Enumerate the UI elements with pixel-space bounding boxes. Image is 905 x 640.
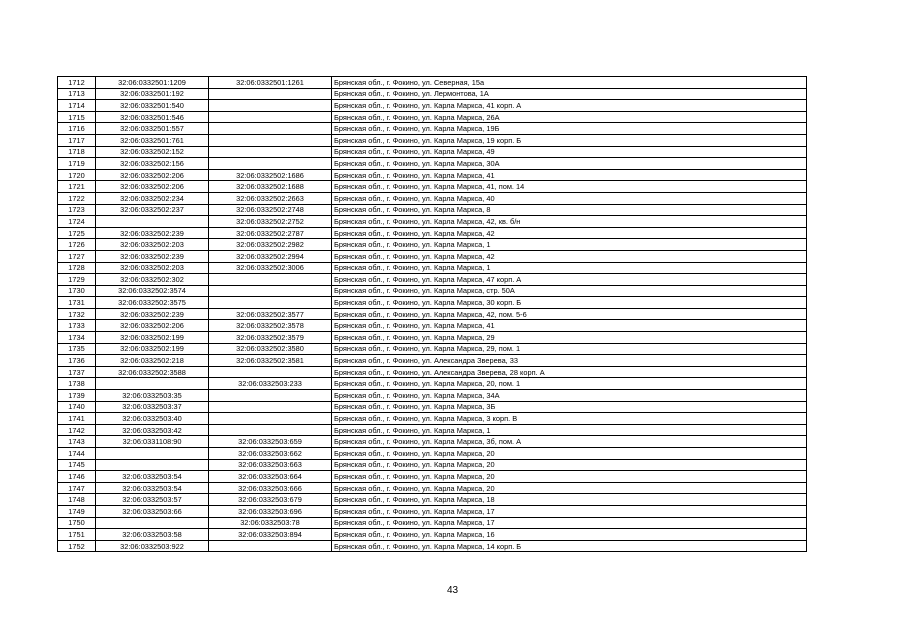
land-cadastral-number-cell: 32:06:0332502:203 [96,262,209,274]
row-number-cell: 1726 [58,239,96,251]
building-cadastral-number-cell: 32:06:0332503:894 [209,529,332,541]
property-registry-table [57,76,807,552]
building-cadastral-number-cell: 32:06:0332503:696 [209,505,332,517]
address-cell: Брянская обл., г. Фокино, ул. Северная, 15а [332,77,807,89]
row-number-cell: 1744 [58,448,96,460]
land-cadastral-number-cell: 32:06:0332502:156 [96,158,209,170]
row-number-cell: 1739 [58,390,96,402]
table-row [58,505,807,517]
building-cadastral-number-cell: 32:06:0332502:1686 [209,169,332,181]
building-cadastral-number-cell [209,413,332,425]
building-cadastral-number-cell: 32:06:0332502:3579 [209,332,332,344]
land-cadastral-number-cell [96,517,209,529]
address-cell: Брянская обл., г. Фокино, ул. Карла Маркса, 20, пом. 1 [332,378,807,390]
address-cell: Брянская обл., г. Фокино, ул. Карла Маркса, 3б, пом. А [332,436,807,448]
address-cell: Брянская обл., г. Фокино, ул. Карла Маркса, 17 [332,505,807,517]
table-row [58,529,807,541]
land-cadastral-number-cell: 32:06:0332502:239 [96,250,209,262]
row-number-cell: 1732 [58,308,96,320]
row-number-cell: 1724 [58,216,96,228]
table-row [58,517,807,529]
building-cadastral-number-cell: 32:06:0332503:662 [209,448,332,460]
table-row [58,308,807,320]
table-row [58,401,807,413]
land-cadastral-number-cell: 32:06:0332502:199 [96,332,209,344]
row-number-cell: 1716 [58,123,96,135]
row-number-cell: 1723 [58,204,96,216]
table-row [58,181,807,193]
land-cadastral-number-cell: 32:06:0332501:540 [96,100,209,112]
building-cadastral-number-cell [209,111,332,123]
table-row [58,355,807,367]
table-row [58,378,807,390]
table-row [58,134,807,146]
land-cadastral-number-cell: 32:06:0332502:203 [96,239,209,251]
building-cadastral-number-cell: 32:06:0332503:664 [209,471,332,483]
building-cadastral-number-cell [209,540,332,552]
row-number-cell: 1747 [58,482,96,494]
land-cadastral-number-cell: 32:06:0332502:152 [96,146,209,158]
building-cadastral-number-cell [209,297,332,309]
address-cell: Брянская обл., г. Фокино, ул. Карла Маркса, 47 корп. А [332,274,807,286]
address-cell: Брянская обл., г. Фокино, ул. Александра Зверева, 28 корп. А [332,366,807,378]
row-number-cell: 1737 [58,366,96,378]
building-cadastral-number-cell: 32:06:0332502:3581 [209,355,332,367]
building-cadastral-number-cell [209,134,332,146]
land-cadastral-number-cell [96,216,209,228]
land-cadastral-number-cell: 32:06:0332501:1209 [96,77,209,89]
table-row [58,204,807,216]
address-cell: Брянская обл., г. Фокино, ул. Карла Маркса, 18 [332,494,807,506]
building-cadastral-number-cell [209,285,332,297]
address-cell: Брянская обл., г. Фокино, ул. Карла Маркса, стр. 50А [332,285,807,297]
table-row [58,285,807,297]
table-row [58,424,807,436]
land-cadastral-number-cell: 32:06:0332503:35 [96,390,209,402]
row-number-cell: 1740 [58,401,96,413]
table-row [58,482,807,494]
building-cadastral-number-cell: 32:06:0332502:3577 [209,308,332,320]
table-row [58,390,807,402]
table-row [58,146,807,158]
row-number-cell: 1743 [58,436,96,448]
address-cell: Брянская обл., г. Фокино, ул. Карла Маркса, 49 [332,146,807,158]
row-number-cell: 1750 [58,517,96,529]
address-cell: Брянская обл., г. Фокино, ул. Карла Маркса, 14 корп. Б [332,540,807,552]
row-number-cell: 1733 [58,320,96,332]
land-cadastral-number-cell: 32:06:0332502:218 [96,355,209,367]
table-row [58,169,807,181]
address-cell: Брянская обл., г. Фокино, ул. Карла Маркса, 41 [332,169,807,181]
row-number-cell: 1729 [58,274,96,286]
building-cadastral-number-cell [209,158,332,170]
table-row [58,158,807,170]
land-cadastral-number-cell: 32:06:0332502:239 [96,308,209,320]
address-cell: Брянская обл., г. Фокино, ул. Карла Маркса, 30 корп. Б [332,297,807,309]
row-number-cell: 1734 [58,332,96,344]
address-cell: Брянская обл., г. Фокино, ул. Карла Маркса, 34А [332,390,807,402]
address-cell: Брянская обл., г. Фокино, ул. Александра Зверева, 33 [332,355,807,367]
land-cadastral-number-cell: 32:06:0332501:557 [96,123,209,135]
land-cadastral-number-cell: 32:06:0332502:239 [96,227,209,239]
registry-table-body [58,77,807,552]
row-number-cell: 1712 [58,77,96,89]
page-number: 43 [446,585,459,596]
address-cell: Брянская обл., г. Фокино, ул. Карла Маркса, 16 [332,529,807,541]
address-cell: Брянская обл., г. Фокино, ул. Карла Маркса, 41 корп. А [332,100,807,112]
land-cadastral-number-cell: 32:06:0332502:237 [96,204,209,216]
row-number-cell: 1751 [58,529,96,541]
building-cadastral-number-cell [209,390,332,402]
address-cell: Брянская обл., г. Фокино, ул. Карла Маркса, 42 [332,250,807,262]
address-cell: Брянская обл., г. Фокино, ул. Карла Маркса, 1 [332,239,807,251]
address-cell: Брянская обл., г. Фокино, ул. Карла Маркса, 42 [332,227,807,239]
table-row [58,100,807,112]
table-row [58,239,807,251]
land-cadastral-number-cell: 32:06:0332503:40 [96,413,209,425]
table-row [58,227,807,239]
table-row [58,471,807,483]
address-cell: Брянская обл., г. Фокино, ул. Карла Маркса, 3 корп. В [332,413,807,425]
address-cell: Брянская обл., г. Фокино, ул. Карла Маркса, 19Б [332,123,807,135]
land-cadastral-number-cell: 32:06:0332501:761 [96,134,209,146]
row-number-cell: 1742 [58,424,96,436]
building-cadastral-number-cell: 32:06:0332502:2663 [209,192,332,204]
building-cadastral-number-cell [209,100,332,112]
address-cell: Брянская обл., г. Фокино, ул. Карла Маркса, 1 [332,424,807,436]
land-cadastral-number-cell: 32:06:0332503:42 [96,424,209,436]
address-cell: Брянская обл., г. Фокино, ул. Карла Маркса, 19 корп. Б [332,134,807,146]
address-cell: Брянская обл., г. Фокино, ул. Карла Маркса, 42, пом. 5-6 [332,308,807,320]
address-cell: Брянская обл., г. Фокино, ул. Карла Маркса, 26А [332,111,807,123]
row-number-cell: 1735 [58,343,96,355]
building-cadastral-number-cell: 32:06:0332503:663 [209,459,332,471]
row-number-cell: 1736 [58,355,96,367]
row-number-cell: 1722 [58,192,96,204]
land-cadastral-number-cell [96,378,209,390]
table-row [58,88,807,100]
building-cadastral-number-cell: 32:06:0332502:1688 [209,181,332,193]
land-cadastral-number-cell: 32:06:0332503:37 [96,401,209,413]
building-cadastral-number-cell: 32:06:0332503:78 [209,517,332,529]
table-row [58,111,807,123]
row-number-cell: 1717 [58,134,96,146]
row-number-cell: 1746 [58,471,96,483]
table-row [58,459,807,471]
building-cadastral-number-cell: 32:06:0332502:2994 [209,250,332,262]
row-number-cell: 1721 [58,181,96,193]
land-cadastral-number-cell: 32:06:0332502:199 [96,343,209,355]
row-number-cell: 1728 [58,262,96,274]
address-cell: Брянская обл., г. Фокино, ул. Карла Маркса, 41, пом. 14 [332,181,807,193]
table-row [58,297,807,309]
table-row [58,274,807,286]
building-cadastral-number-cell: 32:06:0332502:3578 [209,320,332,332]
land-cadastral-number-cell: 32:06:0332502:206 [96,320,209,332]
address-cell: Брянская обл., г. Фокино, ул. Карла Маркса, 8 [332,204,807,216]
land-cadastral-number-cell: 32:06:0332502:206 [96,169,209,181]
row-number-cell: 1745 [58,459,96,471]
building-cadastral-number-cell [209,274,332,286]
building-cadastral-number-cell: 32:06:0332503:666 [209,482,332,494]
address-cell: Брянская обл., г. Фокино, ул. Карла Маркса, 42, кв. б/н [332,216,807,228]
address-cell: Брянская обл., г. Фокино, ул. Карла Маркса, 20 [332,448,807,460]
building-cadastral-number-cell [209,366,332,378]
land-cadastral-number-cell: 32:06:0332501:546 [96,111,209,123]
row-number-cell: 1752 [58,540,96,552]
building-cadastral-number-cell [209,146,332,158]
table-row [58,413,807,425]
address-cell: Брянская обл., г. Фокино, ул. Лермонтова, 1А [332,88,807,100]
row-number-cell: 1719 [58,158,96,170]
table-row [58,366,807,378]
building-cadastral-number-cell: 32:06:0332502:2787 [209,227,332,239]
land-cadastral-number-cell: 32:06:0332502:3575 [96,297,209,309]
building-cadastral-number-cell: 32:06:0332503:233 [209,378,332,390]
table-row [58,77,807,89]
address-cell: Брянская обл., г. Фокино, ул. Карла Маркса, 3Б [332,401,807,413]
address-cell: Брянская обл., г. Фокино, ул. Карла Маркса, 30А [332,158,807,170]
row-number-cell: 1741 [58,413,96,425]
table-row [58,192,807,204]
land-cadastral-number-cell: 32:06:0332501:192 [96,88,209,100]
building-cadastral-number-cell: 32:06:0332503:659 [209,436,332,448]
building-cadastral-number-cell: 32:06:0332502:3580 [209,343,332,355]
land-cadastral-number-cell: 32:06:0332503:58 [96,529,209,541]
row-number-cell: 1727 [58,250,96,262]
table-row [58,436,807,448]
row-number-cell: 1725 [58,227,96,239]
table-row [58,332,807,344]
table-row [58,448,807,460]
address-cell: Брянская обл., г. Фокино, ул. Карла Маркса, 20 [332,459,807,471]
table-row [58,216,807,228]
building-cadastral-number-cell: 32:06:0332503:679 [209,494,332,506]
address-cell: Брянская обл., г. Фокино, ул. Карла Маркса, 29 [332,332,807,344]
building-cadastral-number-cell [209,88,332,100]
address-cell: Брянская обл., г. Фокино, ул. Карла Маркса, 41 [332,320,807,332]
building-cadastral-number-cell: 32:06:0332502:2982 [209,239,332,251]
land-cadastral-number-cell: 32:06:0332503:57 [96,494,209,506]
table-row [58,320,807,332]
row-number-cell: 1749 [58,505,96,517]
building-cadastral-number-cell [209,123,332,135]
address-cell: Брянская обл., г. Фокино, ул. Карла Маркса, 17 [332,517,807,529]
land-cadastral-number-cell: 32:06:0332503:54 [96,471,209,483]
row-number-cell: 1731 [58,297,96,309]
address-cell: Брянская обл., г. Фокино, ул. Карла Маркса, 29, пом. 1 [332,343,807,355]
row-number-cell: 1738 [58,378,96,390]
land-cadastral-number-cell: 32:06:0332502:3574 [96,285,209,297]
land-cadastral-number-cell: 32:06:0332502:3588 [96,366,209,378]
building-cadastral-number-cell: 32:06:0332502:2752 [209,216,332,228]
address-cell: Брянская обл., г. Фокино, ул. Карла Маркса, 20 [332,482,807,494]
address-cell: Брянская обл., г. Фокино, ул. Карла Маркса, 1 [332,262,807,274]
land-cadastral-number-cell: 32:06:0332502:302 [96,274,209,286]
building-cadastral-number-cell [209,424,332,436]
table-row [58,540,807,552]
land-cadastral-number-cell: 32:06:0332502:234 [96,192,209,204]
row-number-cell: 1748 [58,494,96,506]
land-cadastral-number-cell: 32:06:0332503:922 [96,540,209,552]
table-row [58,262,807,274]
table-row [58,343,807,355]
row-number-cell: 1720 [58,169,96,181]
land-cadastral-number-cell: 32:06:0332502:206 [96,181,209,193]
building-cadastral-number-cell: 32:06:0332502:2748 [209,204,332,216]
land-cadastral-number-cell [96,459,209,471]
table-row [58,250,807,262]
land-cadastral-number-cell: 32:06:0332503:66 [96,505,209,517]
address-cell: Брянская обл., г. Фокино, ул. Карла Маркса, 20 [332,471,807,483]
row-number-cell: 1718 [58,146,96,158]
land-cadastral-number-cell: 32:06:0331108:90 [96,436,209,448]
land-cadastral-number-cell: 32:06:0332503:54 [96,482,209,494]
building-cadastral-number-cell [209,401,332,413]
row-number-cell: 1715 [58,111,96,123]
table-row [58,123,807,135]
table-row [58,494,807,506]
building-cadastral-number-cell: 32:06:0332502:3006 [209,262,332,274]
building-cadastral-number-cell: 32:06:0332501:1261 [209,77,332,89]
row-number-cell: 1730 [58,285,96,297]
row-number-cell: 1714 [58,100,96,112]
row-number-cell: 1713 [58,88,96,100]
address-cell: Брянская обл., г. Фокино, ул. Карла Маркса, 40 [332,192,807,204]
land-cadastral-number-cell [96,448,209,460]
